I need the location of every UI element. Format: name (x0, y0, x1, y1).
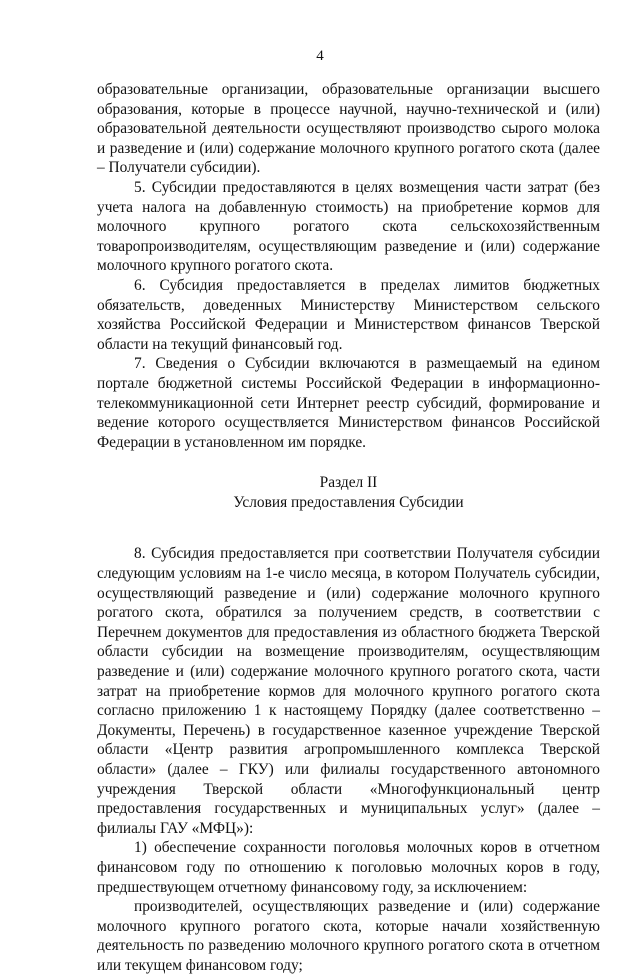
paragraph-item-5: 5. Субсидии предоставляются в целях возмещения части затрат (без учета налога на добавленную стоимость) на приобретение кормов для молочного крупного рогатого скота сельскохозяйственным товаропроизводителям, осуществляющим разведение и (или) содержание молочного крупного рогатого скота. (97, 178, 600, 275)
document-body (97, 80, 600, 976)
paragraph-recipients-continuation: образовательные организации, образовательные организации высшего образования, которые в процессе научной, научно-технической и (или) образовательной деятельности осуществляют производство сырого молока и разведение и (или) содержание молочного крупного рогатого скота (далее – Получатели субсидии). (97, 81, 600, 177)
paragraph-condition-1: 1) обеспечение сохранности поголовья молочных коров в отчетном финансовом году по отношению к поголовью молочных коров в году, предшествующем отчетному финансовому году, за исключением: (97, 839, 600, 896)
spacer (97, 452, 600, 473)
paragraph-item-7: 7. Сведения о Субсидии включаются в размещаемый на едином портале бюджетной системы Российской Федерации в информационно-телекоммуникационной сети Интернет реестр субсидий, формирование и ведение которого осуществляется Министерством финансов Российской Федерации в установленном им порядке. (97, 355, 600, 451)
paragraph-item-8: 8. Субсидия предоставляется при соответствии Получателя субсидии следующим условиям на 1-е число месяца, в котором Получатель субсидии, осуществляющий разведение и (или) содержание молочного крупного рогатого скота, обратился за получением средств, в соответствии с Перечнем документов для предоставления из областного бюджета Тверской области субсидии на возмещение производителям, осуществляющим разведение и (или) содержание молочного крупного рогатого скота, части затрат на приобретение кормов для молочного крупного рогатого скота согласно приложению 1 к настоящему Порядку (далее соответственно – Документы, Перечень) в государственное казенное учреждение Тверской области «Центр развития агропромышленного комплекса Тверской области» (далее – ГКУ) или филиалы государственного автономного учреждения Тверской области «Многофункциональный центр предоставления государственных и муниципальных услуг» (далее – филиалы ГАУ «МФЦ»): (97, 545, 600, 837)
section-label: Раздел II (319, 474, 378, 492)
section-title: Условия предоставления Субсидии (233, 493, 464, 511)
page-number: 4 (316, 48, 324, 64)
spacer (97, 512, 600, 544)
paragraph-exception: производителей, осуществляющих разведение и (или) содержание молочного крупного рогатого скота, которые начали хозяйственную деятельность по разведению молочного крупного рогатого скота в отчетном или текущем финансовом году; (97, 898, 600, 974)
paragraph-item-6: 6. Субсидия предоставляется в пределах лимитов бюджетных обязательств, доведенных Министерству Министерством сельского хозяйства Российской Федерации и Министерством финансов Тверской области на текущий финансовый год. (97, 276, 600, 353)
